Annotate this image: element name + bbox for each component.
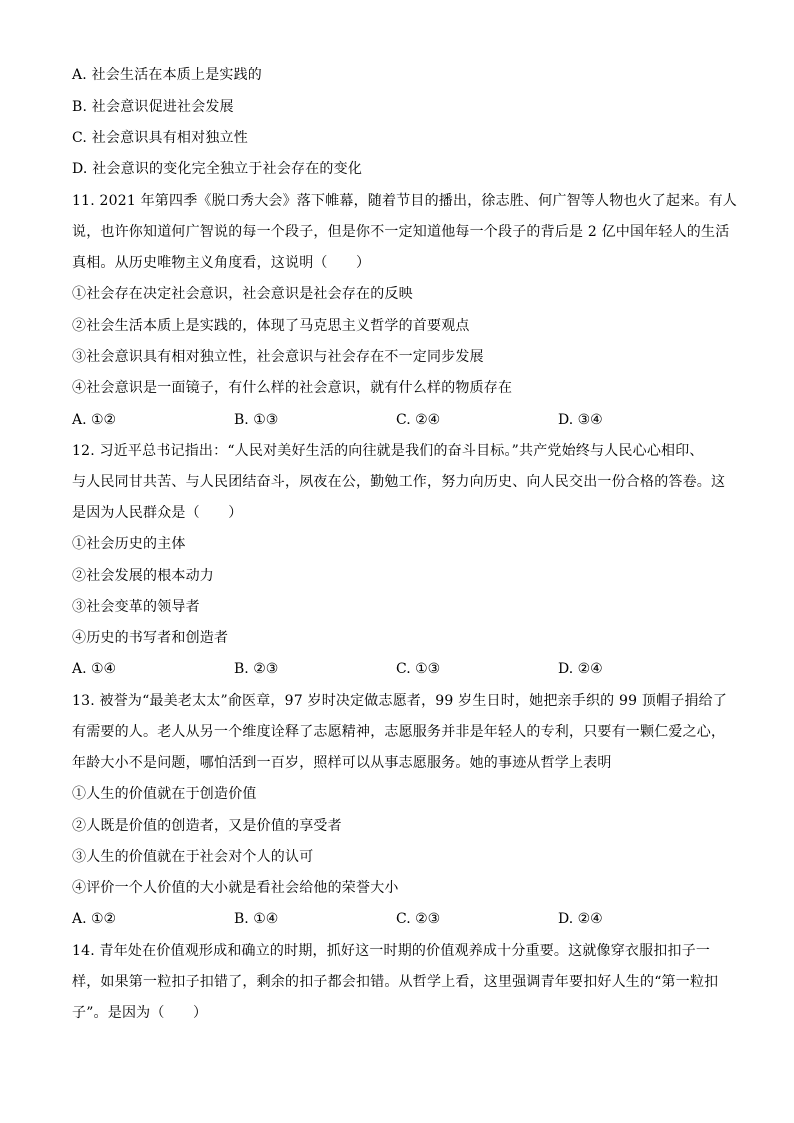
q12-statement-2: ②社会发展的根本动力 — [72, 568, 214, 584]
q12-stem-line-1: 12. 习近平总书记指出：“人民对美好生活的向往就是我们的奋斗目标。”共产党始终与人民心心相印、 — [72, 443, 704, 459]
q13-option-b: B. ①④ — [234, 911, 279, 927]
q10-option-b: B. 社会意识促进社会发展 — [72, 99, 234, 115]
q13-option-a: A. ①② — [72, 911, 117, 927]
q13-option-c: C. ②③ — [396, 911, 441, 927]
q10-option-d: D. 社会意识的变化完全独立于社会存在的变化 — [72, 161, 363, 177]
q13-stem-line-1: 13. 被誉为“最美老太太”俞医章，97 岁时决定做志愿者，99 岁生日时，她把亲手织的 99 顶帽子捐给了 — [72, 693, 728, 709]
q12-statement-1: ①社会历史的主体 — [72, 536, 186, 552]
q13-stem-line-2: 有需要的人。老人从另一个维度诠释了志愿精神，志愿服务并非是年轻人的专利，只要有一颗仁爱之心， — [72, 724, 726, 740]
q14-stem-line-3: 子”。是因为（ ） — [72, 1005, 208, 1021]
q11-option-d: D. ③④ — [558, 412, 603, 428]
q13-statement-2: ②人既是价值的创造者，又是价值的享受者 — [72, 818, 342, 834]
q12-option-d: D. ②④ — [558, 661, 603, 677]
q13-options — [72, 909, 752, 929]
q11-option-a: A. ①② — [72, 412, 117, 428]
q13-option-d: D. ②④ — [558, 911, 603, 927]
q11-stem-line-3: 真相。从历史唯物主义角度看，这说明（ ） — [72, 255, 371, 271]
q13-stem-line-3: 年龄大小不是问题，哪怕活到一百岁，照样可以从事志愿服务。她的事迹从哲学上表明 — [72, 755, 612, 771]
q11-statement-3: ③社会意识具有相对独立性，社会意识与社会存在不一定同步发展 — [72, 349, 484, 365]
q11-option-b: B. ①③ — [234, 412, 279, 428]
q11-option-c: C. ②④ — [396, 412, 441, 428]
q11-stem-line-1: 11. 2021 年第四季《脱口秀大会》落下帷幕，随着节目的播出，徐志胜、何广智等人物也火了起来。有人 — [72, 193, 737, 209]
q14-stem-line-2: 样，如果第一粒扣子扣错了，剩余的扣子都会扣错。从哲学上看，这里强调青年要扣好人生的“第一粒扣 — [72, 974, 719, 990]
q11-statement-1: ①社会存在决定社会意识，社会意识是社会存在的反映 — [72, 286, 413, 302]
q12-stem-line-2: 与人民同甘共苦、与人民团结奋斗，夙夜在公，勤勉工作，努力向历史、向人民交出一份合格的答卷。这 — [72, 474, 726, 490]
q12-option-b: B. ②③ — [234, 661, 279, 677]
q10-option-c: C. 社会意识具有相对独立性 — [72, 130, 248, 146]
q11-statement-2: ②社会生活本质上是实践的，体现了马克思主义哲学的首要观点 — [72, 318, 470, 334]
q11-statement-4: ④社会意识是一面镜子，有什么样的社会意识，就有什么样的物质存在 — [72, 380, 513, 396]
q12-stem-line-3: 是因为人民群众是（ ） — [72, 505, 243, 521]
q11-stem-line-2: 说，也许你知道何广智说的每一个段子，但是你不一定知道他每一个段子的背后是 2 亿中国年轻人的生活 — [72, 224, 730, 240]
q11-options — [72, 410, 752, 430]
q13-statement-4: ④评价一个人价值的大小就是看社会给他的荣誉大小 — [72, 880, 399, 896]
q12-options — [72, 659, 752, 679]
q13-statement-3: ③人生的价值就在于社会对个人的认可 — [72, 849, 314, 865]
q13-statement-1: ①人生的价值就在于创造价值 — [72, 786, 257, 802]
q12-option-a: A. ①④ — [72, 661, 117, 677]
q10-option-a: A. 社会生活在本质上是实践的 — [72, 67, 263, 83]
q12-option-c: C. ①③ — [396, 661, 441, 677]
q14-stem-line-1: 14. 青年处在价值观形成和确立的时期，抓好这一时期的价值观养成十分重要。这就像穿衣服扣扣子一 — [72, 943, 711, 959]
q12-statement-3: ③社会变革的领导者 — [72, 599, 200, 615]
q12-statement-4: ④历史的书写者和创造者 — [72, 630, 229, 646]
